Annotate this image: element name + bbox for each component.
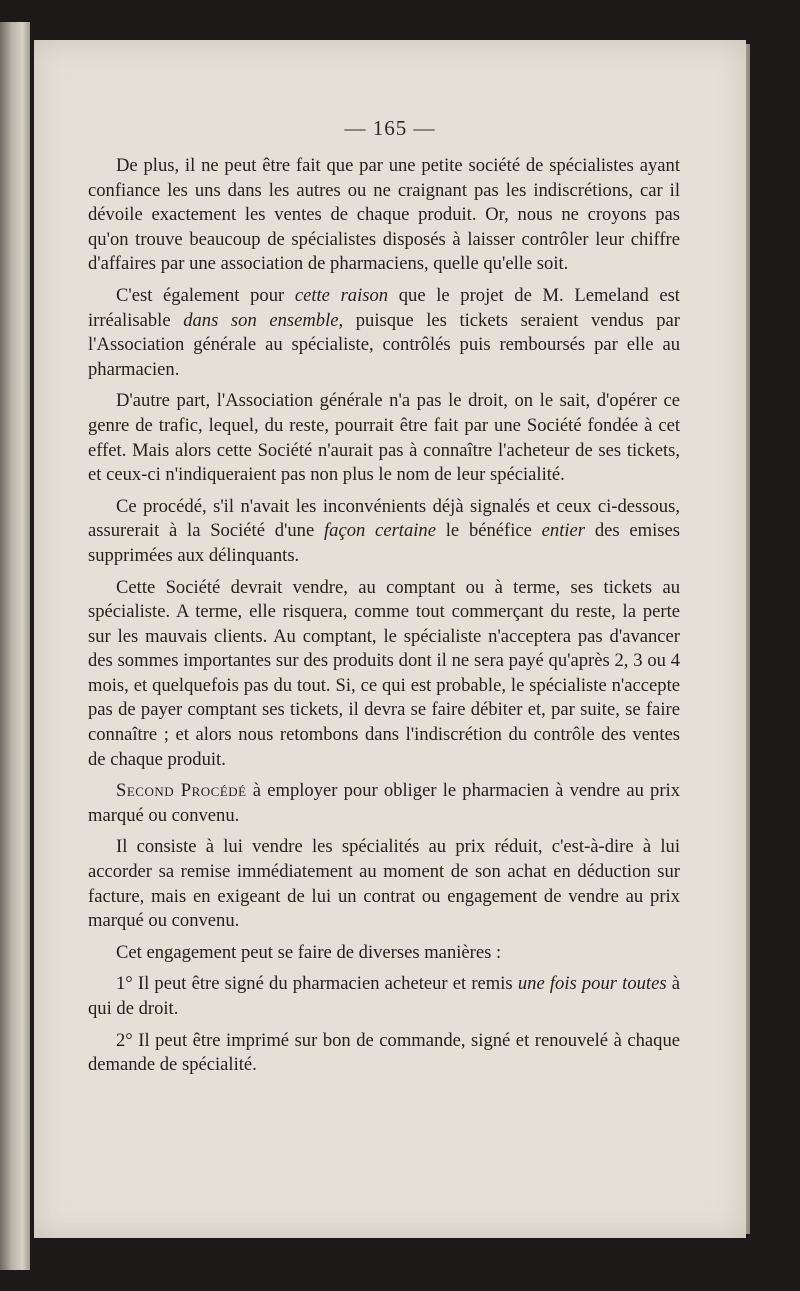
page-number: — 165 — [344, 116, 436, 140]
section-heading: Second Procédé [116, 780, 247, 802]
paragraph: Cet engagement peut se faire de diverses manières : [116, 941, 502, 963]
paragraph: Second Procédé à employer pour obliger le pharmacien à vendre au prix marqué ou convenu. [88, 780, 681, 826]
emphasis: entier [541, 520, 586, 542]
body-text [88, 154, 680, 1085]
paragraph: De plus, il ne peut être fait que par une petite société de spécialistes ayant confiance les uns dans les autres ou ne craignant pas les indiscrétions, car il dévoile exactement les ventes de chaque produit. Or, nous ne croyons pas qu'on trouve beaucoup de spécialistes disposés à laisser contrôler leur chiffre d'affaires par une association de pharmaciens, quelle qu'elle soit. [88, 155, 680, 275]
paragraph: Cette Société devrait vendre, au comptant ou à terme, ses tickets au spécialiste. A terme, elle risquera, comme tout commerçant du reste, la perte sur les mauvais clients. Au comptant, le spécialiste n'acceptera pas d'avancer des sommes importantes sur des produits dont il ne sera payé qu'après 2, 3 ou 4 mois, et quelquefois pas du tout. Si, ce qui est probable, le spécialiste n'accepte pas de payer comptant ses tickets, il devra se faire débiter et, par suite, se faire connaître ; et alors nous retombons dans l'indiscrétion du contrôle des ventes de chaque produit. [88, 576, 680, 770]
left-page-edge [0, 22, 30, 1270]
paragraph: Il consiste à lui vendre les spécialités au prix réduit, c'est-à-dire à lui accorder sa remise immédiatement au moment de son achat en déduction sur facture, mais en exigeant de lui un contrat ou engagement de vendre au prix marqué ou convenu. [88, 836, 680, 932]
emphasis: cette raison [294, 284, 389, 306]
paragraph: D'autre part, l'Association générale n'a pas le droit, on le sait, d'opérer ce genre de trafic, lequel, du reste, pourrait être fait par une Société fondée à cet effet. Mais alors cette Société n'aurait pas à connaître l'acheteur de ses tickets, et ceux-ci n'indiqueraient pas non plus le nom de leur spécialité. [88, 390, 680, 486]
emphasis: dans son ensemble [183, 309, 339, 331]
book-page [34, 40, 746, 1238]
paragraph: C'est également pour cette raison que le projet de M. Lemeland est irréalisable dans son ensemble, puisque les tickets seraient vendus par l'Association générale au spécialiste, contrôlés puis remboursés par elle au pharmacien. [88, 284, 680, 380]
paragraph: 1° Il peut être signé du pharmacien acheteur et remis une fois pour toutes à qui de droit. [88, 973, 680, 1019]
paragraph: Ce procédé, s'il n'avait les inconvénients déjà signalés et ceux ci-dessous, assurerait à la Société d'une façon certaine le bénéfice entier des emises supprimées aux délinquants. [88, 495, 680, 566]
emphasis: façon certaine [323, 520, 436, 542]
emphasis: une fois pour toutes [517, 973, 667, 995]
paragraph: 2° Il peut être imprimé sur bon de commande, signé et renouvelé à chaque demande de spécialité. [88, 1029, 680, 1076]
